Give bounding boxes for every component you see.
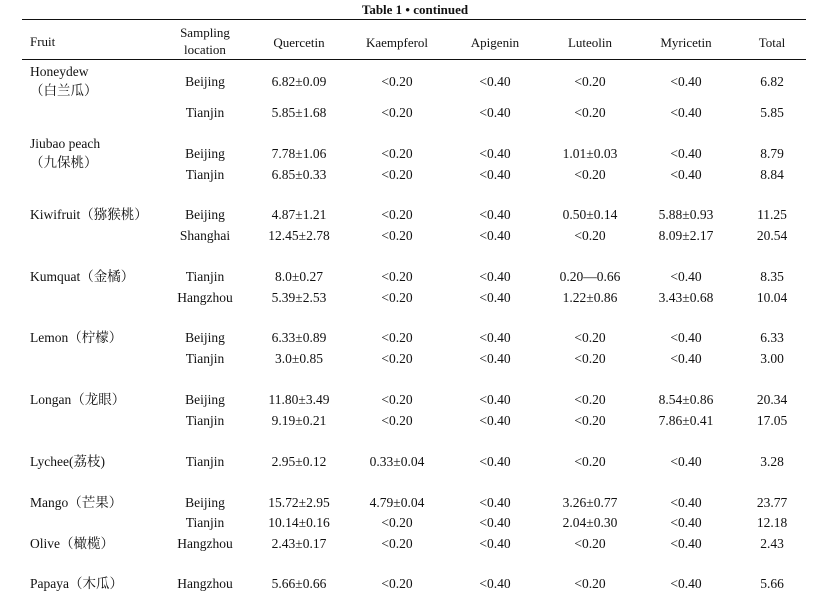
header-total: Total [758, 35, 786, 50]
cell-total: 12.18 [756, 515, 788, 530]
cell-kaempferol: <0.20 [381, 228, 413, 243]
cell-myricetin: <0.40 [670, 495, 702, 510]
cell-location: Tianjin [185, 351, 225, 366]
cell-apigenin: <0.40 [479, 536, 511, 551]
cell-total: 23.77 [756, 495, 788, 510]
cell-total: 17.05 [756, 413, 788, 428]
cell-apigenin: <0.40 [479, 495, 511, 510]
cell-myricetin: 3.43±0.68 [658, 290, 714, 305]
header-myricetin: Myricetin [660, 35, 712, 50]
cell-myricetin: <0.40 [670, 515, 702, 530]
cell-apigenin: <0.40 [479, 146, 511, 161]
cell-total: 8.79 [760, 146, 784, 161]
cell-quercetin: 5.85±1.68 [271, 105, 327, 120]
cell-luteolin: <0.20 [574, 105, 606, 120]
cell-myricetin: <0.40 [670, 167, 702, 182]
cell-quercetin: 7.78±1.06 [271, 146, 327, 161]
cell-total: 6.82 [760, 74, 784, 89]
cell-location: Tianjin [185, 269, 225, 284]
cell-kaempferol: <0.20 [381, 576, 413, 591]
cell-myricetin: <0.40 [670, 576, 702, 591]
cell-quercetin: 2.43±0.17 [271, 536, 327, 551]
cell-total: 3.00 [760, 351, 784, 366]
cell-luteolin: <0.20 [574, 392, 606, 407]
header-sampling-location: Sampling location [180, 25, 230, 57]
cell-location: Hangzhou [177, 576, 233, 591]
cell-apigenin: <0.40 [479, 290, 511, 305]
cell-luteolin: 0.50±0.14 [562, 207, 618, 222]
cell-myricetin: 7.86±0.41 [658, 413, 714, 428]
cell-kaempferol: 0.33±0.04 [369, 454, 425, 469]
cell-luteolin: <0.20 [574, 536, 606, 551]
fruit-name: Kumquat（金橘） [30, 269, 135, 284]
fruit-chinese-name: （白兰瓜） [30, 83, 98, 98]
cell-total: 3.28 [760, 454, 784, 469]
cell-location: Beijing [185, 330, 225, 345]
cell-kaempferol: <0.20 [381, 167, 413, 182]
cell-quercetin: 6.85±0.33 [271, 167, 327, 182]
cell-kaempferol: 4.79±0.04 [369, 495, 425, 510]
cell-luteolin: 1.22±0.86 [562, 290, 618, 305]
cell-kaempferol: <0.20 [381, 105, 413, 120]
cell-total: 5.85 [760, 105, 784, 120]
cell-apigenin: <0.40 [479, 576, 511, 591]
cell-total: 6.33 [760, 330, 784, 345]
cell-myricetin: <0.40 [670, 454, 702, 469]
cell-luteolin: <0.20 [574, 454, 606, 469]
cell-apigenin: <0.40 [479, 413, 511, 428]
fruit-chinese-name: （九保桃） [30, 155, 98, 170]
cell-apigenin: <0.40 [479, 515, 511, 530]
fruit-name: Lemon（柠檬） [30, 330, 123, 345]
cell-total: 20.34 [756, 392, 788, 407]
cell-location: Tianjin [185, 413, 225, 428]
cell-luteolin: 1.01±0.03 [562, 146, 618, 161]
cell-apigenin: <0.40 [479, 207, 511, 222]
header-apigenin: Apigenin [470, 35, 520, 50]
cell-location: Tianjin [185, 105, 225, 120]
cell-quercetin: 6.33±0.89 [271, 330, 327, 345]
cell-apigenin: <0.40 [479, 228, 511, 243]
cell-location: Beijing [185, 392, 225, 407]
cell-location: Shanghai [179, 228, 231, 243]
cell-quercetin: 4.87±1.21 [271, 207, 327, 222]
cell-apigenin: <0.40 [479, 167, 511, 182]
header-rule [22, 59, 806, 60]
cell-luteolin: 3.26±0.77 [562, 495, 618, 510]
cell-kaempferol: <0.20 [381, 146, 413, 161]
cell-kaempferol: <0.20 [381, 413, 413, 428]
cell-apigenin: <0.40 [479, 392, 511, 407]
cell-quercetin: 12.45±2.78 [268, 228, 330, 243]
cell-myricetin: <0.40 [670, 146, 702, 161]
fruit-name: Longan（龙眼） [30, 392, 126, 407]
cell-kaempferol: <0.20 [381, 207, 413, 222]
cell-myricetin: 8.09±2.17 [658, 228, 714, 243]
cell-kaempferol: <0.20 [381, 351, 413, 366]
cell-luteolin: <0.20 [574, 413, 606, 428]
cell-location: Tianjin [185, 515, 225, 530]
cell-total: 2.43 [760, 536, 784, 551]
header-quercetin: Quercetin [273, 35, 325, 50]
header-kaempferol: Kaempferol [365, 35, 429, 50]
cell-location: Beijing [185, 207, 225, 222]
top-rule [22, 19, 806, 20]
cell-luteolin: <0.20 [574, 330, 606, 345]
cell-location: Hangzhou [177, 536, 233, 551]
cell-quercetin: 8.0±0.27 [275, 269, 323, 284]
cell-total: 5.66 [760, 576, 784, 591]
cell-kaempferol: <0.20 [381, 269, 413, 284]
cell-total: 10.04 [756, 290, 788, 305]
fruit-name: Lychee(荔枝) [30, 454, 105, 469]
fruit-name: Mango（芒果） [30, 495, 123, 510]
cell-luteolin: <0.20 [574, 351, 606, 366]
cell-quercetin: 5.39±2.53 [271, 290, 327, 305]
cell-myricetin: 5.88±0.93 [658, 207, 714, 222]
cell-myricetin: <0.40 [670, 269, 702, 284]
cell-location: Hangzhou [177, 290, 233, 305]
cell-kaempferol: <0.20 [381, 330, 413, 345]
cell-quercetin: 3.0±0.85 [275, 351, 323, 366]
header-luteolin: Luteolin [567, 35, 613, 50]
cell-kaempferol: <0.20 [381, 392, 413, 407]
cell-kaempferol: <0.20 [381, 290, 413, 305]
header-fruit: Fruit [30, 34, 56, 49]
cell-apigenin: <0.40 [479, 454, 511, 469]
cell-apigenin: <0.40 [479, 105, 511, 120]
cell-kaempferol: <0.20 [381, 515, 413, 530]
cell-myricetin: <0.40 [670, 105, 702, 120]
cell-luteolin: <0.20 [574, 576, 606, 591]
table-caption: Table 1 • continued [361, 2, 469, 17]
cell-quercetin: 15.72±2.95 [268, 495, 330, 510]
cell-luteolin: 0.20—0.66 [559, 269, 621, 284]
cell-kaempferol: <0.20 [381, 536, 413, 551]
cell-apigenin: <0.40 [479, 330, 511, 345]
cell-quercetin: 10.14±0.16 [268, 515, 330, 530]
cell-myricetin: 8.54±0.86 [658, 392, 714, 407]
cell-myricetin: <0.40 [670, 74, 702, 89]
cell-myricetin: <0.40 [670, 536, 702, 551]
cell-luteolin: <0.20 [574, 74, 606, 89]
cell-total: 8.35 [760, 269, 784, 284]
cell-kaempferol: <0.20 [381, 74, 413, 89]
cell-luteolin: <0.20 [574, 167, 606, 182]
cell-location: Tianjin [185, 167, 225, 182]
cell-total: 11.25 [757, 207, 787, 222]
cell-total: 8.84 [760, 167, 784, 182]
fruit-name: Kiwifruit（猕猴桃） [30, 207, 148, 222]
cell-quercetin: 11.80±3.49 [268, 392, 330, 407]
cell-myricetin: <0.40 [670, 330, 702, 345]
cell-apigenin: <0.40 [479, 269, 511, 284]
cell-location: Beijing [185, 74, 225, 89]
cell-luteolin: 2.04±0.30 [562, 515, 618, 530]
fruit-name: Olive（橄榄） [30, 536, 114, 551]
cell-location: Tianjin [185, 454, 225, 469]
cell-location: Beijing [185, 146, 225, 161]
cell-quercetin: 2.95±0.12 [271, 454, 327, 469]
cell-apigenin: <0.40 [479, 351, 511, 366]
cell-location: Beijing [185, 495, 225, 510]
cell-quercetin: 5.66±0.66 [271, 576, 327, 591]
fruit-name: Jiubao peach [30, 136, 101, 151]
cell-luteolin: <0.20 [574, 228, 606, 243]
fruit-name: Honeydew [30, 64, 89, 79]
cell-myricetin: <0.40 [670, 351, 702, 366]
cell-total: 20.54 [756, 228, 788, 243]
cell-quercetin: 6.82±0.09 [271, 74, 327, 89]
fruit-name: Papaya（木瓜） [30, 576, 123, 591]
cell-quercetin: 9.19±0.21 [271, 413, 327, 428]
cell-apigenin: <0.40 [479, 74, 511, 89]
